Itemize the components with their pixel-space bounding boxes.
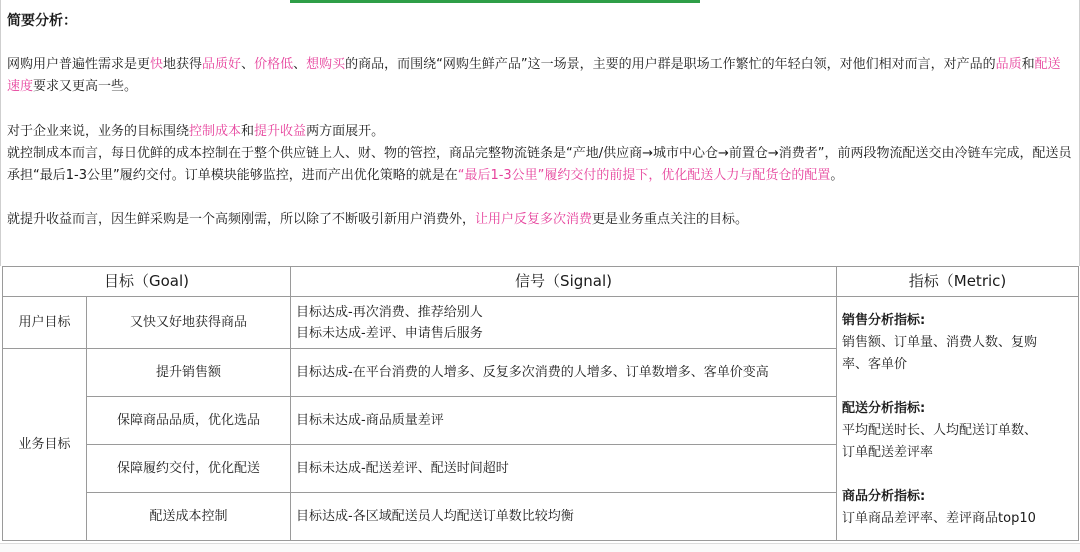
goal-cell: 配送成本控制 [87, 493, 291, 541]
group-business: 业务目标 [3, 349, 87, 541]
paragraph-business-goals [7, 121, 1073, 143]
gsm-table [2, 266, 1079, 541]
group-user: 用户目标 [3, 297, 87, 349]
goal-cell: 保障商品品质，优化选品 [87, 397, 291, 445]
metric-cell: 销售分析指标: 销售额、订单量、消费人数、复购 率、客单价 配送分析指标: 平均配送时长、人均配送订单数、 订单配送差评率 商品分析指标: 订单商品差评率、差评商品top10 [837, 297, 1079, 541]
paragraph-text: 地获得 [163, 57, 203, 72]
highlight-text: 想购买 [306, 57, 346, 72]
metric-heading: 销售分析指标: [842, 313, 926, 328]
table-row [3, 297, 1079, 349]
signal-cell: 目标达成-再次消费、推荐给别人 目标未达成-差评、申请售后服务 [291, 297, 837, 349]
highlight-text: 配送速度 [7, 57, 1061, 94]
header-goal: 目标（Goal) [3, 267, 291, 297]
paragraph-text: 。 [830, 168, 844, 183]
goal-cell: 又快又好地获得商品 [87, 297, 291, 349]
header-metric: 指标（Metric) [837, 267, 1079, 297]
paragraph-text: 网购用户普遍性需求是更 [7, 57, 151, 72]
signal-cell: 目标达成-在平台消费的人增多、反复多次消费的人增多、订单数增多、客单价变高 [291, 349, 837, 397]
header-signal: 信号（Signal) [291, 267, 837, 297]
goal-cell: 提升销售额 [87, 349, 291, 397]
paragraph-revenue [7, 209, 1073, 231]
paragraph-text: 和 [1021, 57, 1035, 72]
paragraph-text: 对于企业来说，业务的目标围绕 [7, 124, 190, 139]
analysis-text-block [0, 0, 1080, 266]
paragraph-text: 更是业务重点关注的目标。 [592, 212, 749, 227]
highlight-text: 让用户反复多次消费 [475, 212, 593, 227]
paragraph-text: 和 [241, 124, 255, 139]
paragraph-text: 的商品，而围绕“网购生鲜产品”这一场景，主要的用户群是职场工作繁忙的年轻白领，对他们相对而言，对产品的 [345, 57, 996, 72]
signal-cell: 目标未达成-商品质量差评 [291, 397, 837, 445]
paragraph-text: 就提升收益而言，因生鲜采购是一个高频刚需，所以除了不断吸引新用户消费外， [7, 212, 476, 227]
highlight-text: 提升收益 [254, 124, 307, 139]
highlight-text: 品质好 [202, 57, 242, 72]
paragraph-text: 、 [293, 57, 307, 72]
paragraph-text: 就控制成本而言，每日优鲜的成本控制在于整个供应链上人、财、物的管控，商品完整物流链条是“产地/供应商→城市中心仓→前置仓→消费者”，前两段物流配送交由冷链车完成，配送员承担“最后1-3公里”履约交付。订单模块能够监控，进而产出优化策略的就是在 [7, 146, 1072, 183]
signal-cell: 目标未达成-配送差评、配送时间超时 [291, 445, 837, 493]
highlight-text: 快 [150, 57, 164, 72]
signal-cell: 目标达成-各区域配送员人均配送订单数比较均衡 [291, 493, 837, 541]
section-title: 简要分析： [7, 13, 77, 29]
paragraph-text: 两方面展开。 [306, 124, 385, 139]
metric-heading: 商品分析指标: [842, 489, 926, 504]
paragraph-text: 要求又更高一些。 [33, 79, 138, 94]
paragraph-user-needs [7, 54, 1073, 98]
paragraph-cost-control [7, 143, 1073, 187]
metric-heading: 配送分析指标: [842, 401, 926, 416]
highlight-text: 品质 [995, 57, 1022, 72]
goal-cell: 保障履约交付，优化配送 [87, 445, 291, 493]
highlight-text: “最后1-3公里”履约交付的前提下，优化配送人力与配货仓的配置 [457, 168, 831, 183]
highlight-text: 价格低 [254, 57, 294, 72]
highlight-text: 控制成本 [189, 124, 242, 139]
paragraph-text: 、 [241, 57, 255, 72]
